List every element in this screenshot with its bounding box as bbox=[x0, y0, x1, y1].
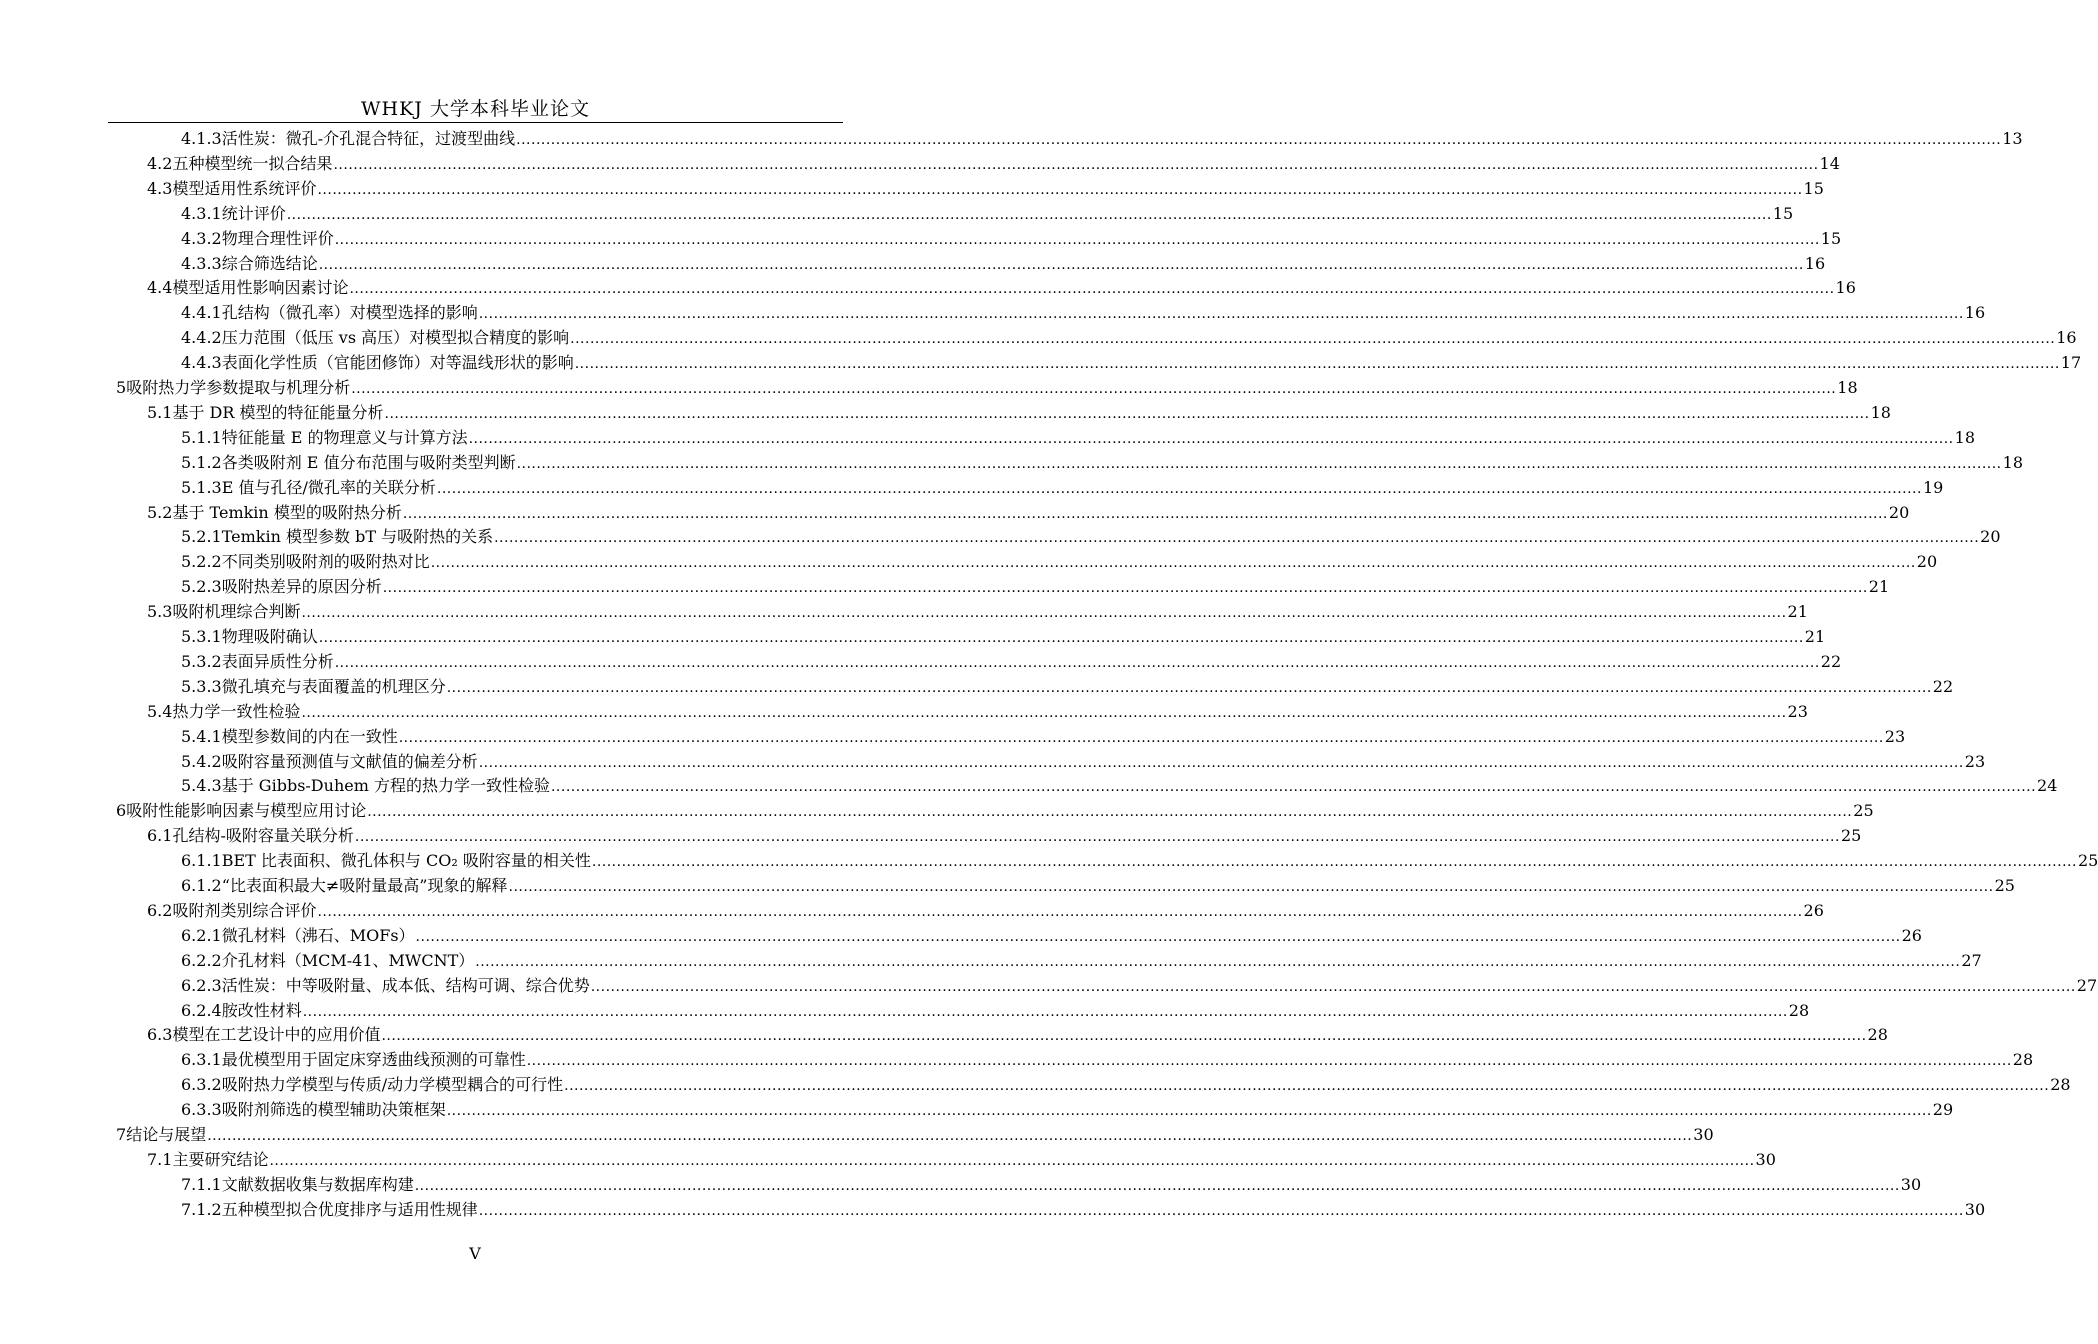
toc-leader-dots: ............................................................................................................................................................................................................................................................................................................ bbox=[367, 804, 1853, 821]
toc-leader-dots: ............................................................................................................................................................................................................................................................................................................ bbox=[446, 679, 1932, 696]
toc-entry-title: 文献数据收集与数据库构建 bbox=[221, 1174, 414, 1194]
toc-entry[interactable] bbox=[181, 475, 1944, 500]
toc-entry-number: 5.1.3 bbox=[181, 477, 222, 497]
toc-entry-page: 14 bbox=[1819, 153, 1840, 173]
toc-entry[interactable] bbox=[147, 151, 1840, 176]
toc-entry-number: 6.1 bbox=[147, 826, 173, 846]
toc-entry[interactable] bbox=[181, 848, 2098, 873]
toc-entry-page: 15 bbox=[1820, 228, 1842, 248]
toc-entry-number: 5.1.1 bbox=[181, 427, 222, 447]
toc-leader-dots: ............................................................................................................................................................................................................................................................................................................ bbox=[398, 729, 1884, 746]
toc-entry-title: 最优模型用于固定床穿透曲线预测的可靠性 bbox=[221, 1050, 526, 1070]
toc-entry-number: 7.1.2 bbox=[181, 1199, 222, 1219]
toc-leader-dots: ............................................................................................................................................................................................................................................................................................................ bbox=[550, 779, 2037, 796]
toc-entry[interactable] bbox=[147, 699, 1808, 724]
toc-entry[interactable] bbox=[181, 923, 1922, 948]
toc-leader-dots: ............................................................................................................................................................................................................................................................................................................ bbox=[317, 903, 1803, 920]
toc-entry-title: 基于 Temkin 模型的吸附热分析 bbox=[172, 502, 402, 522]
toc-entry-page: 16 bbox=[1964, 303, 1986, 323]
toc-entry[interactable] bbox=[181, 773, 2058, 798]
toc-entry-title: 五种模型拟合优度排序与适用性规律 bbox=[221, 1199, 478, 1219]
toc-entry-title: 统计评价 bbox=[221, 203, 286, 223]
toc-entry-number: 5.4.3 bbox=[181, 776, 222, 796]
toc-entry-page: 28 bbox=[2050, 1075, 2071, 1095]
toc-leader-dots: ............................................................................................................................................................................................................................................................................................................ bbox=[526, 1053, 2012, 1070]
toc-leader-dots: ............................................................................................................................................................................................................................................................................................................ bbox=[494, 530, 1980, 547]
toc-entry-title: 吸附热差异的原因分析 bbox=[221, 577, 382, 597]
toc-entry-page: 21 bbox=[1868, 577, 1890, 597]
toc-entry-number: 6.2 bbox=[147, 900, 173, 920]
toc-entry-number: 6.1.1 bbox=[181, 851, 222, 871]
toc-entry[interactable] bbox=[147, 823, 1862, 848]
toc-leader-dots: ............................................................................................................................................................................................................................................................................................................ bbox=[382, 580, 1868, 597]
toc-entry-number: 6.3 bbox=[147, 1025, 173, 1045]
toc-entry-number: 5.1.2 bbox=[181, 452, 222, 472]
toc-entry-page: 29 bbox=[1932, 1100, 1954, 1120]
toc-entry[interactable] bbox=[147, 898, 1824, 923]
toc-entry-page: 25 bbox=[1994, 876, 2015, 895]
toc-entry-title: 基于 Gibbs-Duhem 方程的热力学一致性检验 bbox=[221, 776, 550, 796]
toc-entry-page: 18 bbox=[1870, 402, 1891, 422]
toc-entry[interactable] bbox=[147, 1022, 1888, 1047]
toc-leader-dots: ............................................................................................................................................................................................................................................................................................................ bbox=[302, 1003, 1788, 1020]
toc-entry-title: 表面异质性分析 bbox=[221, 651, 334, 671]
toc-entry-page: 25 bbox=[1853, 801, 1874, 821]
toc-entry-page: 20 bbox=[1888, 502, 1910, 522]
toc-leader-dots: ............................................................................................................................................................................................................................................................................................................ bbox=[478, 1202, 1964, 1219]
header-rule bbox=[108, 122, 843, 123]
toc-entry[interactable] bbox=[181, 300, 1986, 325]
toc-entry-number: 4.4.2 bbox=[181, 328, 222, 348]
toc-entry-page: 15 bbox=[1772, 203, 1794, 223]
toc-leader-dots: ............................................................................................................................................................................................................................................................................................................ bbox=[436, 480, 1922, 497]
toc-entry-title: 吸附热力学模型与传质/动力学模型耦合的可行性 bbox=[221, 1075, 564, 1095]
toc-entry-number: 4.1.3 bbox=[181, 129, 222, 148]
toc-entry-title: 微孔材料（沸石、MOFs） bbox=[221, 925, 415, 945]
toc-entry[interactable] bbox=[147, 176, 1824, 201]
toc-leader-dots: ............................................................................................................................................................................................................................................................................................................ bbox=[318, 630, 1804, 646]
toc-entry[interactable] bbox=[181, 1097, 1954, 1122]
toc-entry-title: 五种模型统一拟合结果 bbox=[172, 153, 333, 173]
toc-entry-number: 5.2.3 bbox=[181, 577, 222, 597]
toc-entry[interactable] bbox=[181, 226, 1842, 251]
toc-leader-dots: ............................................................................................................................................................................................................................................................................................................ bbox=[574, 356, 2060, 373]
toc-entry-page: 19 bbox=[1922, 477, 1944, 497]
toc-entry[interactable] bbox=[181, 1072, 2071, 1097]
toc-entry-page: 22 bbox=[1932, 676, 1954, 696]
toc-entry[interactable] bbox=[181, 126, 2023, 151]
toc-entry-number: 5.3 bbox=[147, 602, 173, 622]
toc-entry-title: 吸附机理综合判断 bbox=[172, 602, 301, 622]
toc-entry-title: 模型适用性系统评价 bbox=[172, 178, 317, 198]
toc-entry-title: 介孔材料（MCM-41、MWCNT） bbox=[221, 950, 475, 970]
toc-entry-title: 物理吸附确认 bbox=[221, 627, 318, 646]
toc-leader-dots: ............................................................................................................................................................................................................................................................................................................ bbox=[384, 405, 1870, 422]
toc-leader-dots: ............................................................................................................................................................................................................................................................................................................ bbox=[301, 704, 1787, 721]
page-number: V bbox=[469, 1244, 481, 1263]
toc-entry[interactable] bbox=[147, 275, 1856, 300]
toc-entry[interactable] bbox=[147, 500, 1910, 525]
toc-entry-number: 5.3.2 bbox=[181, 651, 222, 671]
toc-entry-title: 吸附热力学参数提取与机理分析 bbox=[126, 378, 351, 397]
toc-entry-page: 28 bbox=[1867, 1025, 1888, 1045]
toc-entry[interactable] bbox=[181, 724, 1906, 749]
toc-entry-number: 6.2.3 bbox=[181, 975, 222, 995]
toc-entry-page: 25 bbox=[2077, 851, 2098, 871]
toc-entry-title: 活性炭：中等吸附量、成本低、结构可调、综合优势 bbox=[221, 975, 590, 995]
toc-entry-title: 热力学一致性检验 bbox=[172, 701, 301, 721]
toc-entry[interactable] bbox=[147, 599, 1808, 624]
toc-entry-title: 模型在工艺设计中的应用价值 bbox=[172, 1025, 381, 1045]
toc-entry-page: 27 bbox=[1961, 950, 1982, 970]
toc-entry-title: BET 比表面积、微孔体积与 CO₂ 吸附容量的相关性 bbox=[221, 851, 591, 871]
toc-entry-number: 5.2 bbox=[147, 502, 173, 522]
toc-entry-title: 微孔填充与表面覆盖的机理区分 bbox=[221, 676, 446, 696]
toc-entry-page: 23 bbox=[1787, 701, 1808, 721]
toc-entry-page: 30 bbox=[1755, 1149, 1776, 1169]
toc-leader-dots: ............................................................................................................................................................................................................................................................................................................ bbox=[590, 978, 2076, 995]
toc-leader-dots: ............................................................................................................................................................................................................................................................................................................ bbox=[591, 854, 2077, 871]
toc-entry-title: E 值与孔径/微孔率的关联分析 bbox=[221, 477, 436, 497]
toc-entry-number: 6.2.4 bbox=[181, 1000, 222, 1020]
toc-entry-title: “比表面积最大≠吸附量最高”现象的解释 bbox=[221, 876, 508, 895]
toc-entry-page: 16 bbox=[1804, 253, 1826, 273]
toc-entry[interactable] bbox=[116, 798, 1874, 823]
toc-entry-title: 孔结构-吸附容量关联分析 bbox=[172, 826, 354, 846]
toc-entry-page: 28 bbox=[2012, 1050, 2034, 1070]
toc-entry[interactable] bbox=[181, 201, 1794, 226]
toc-leader-dots: ............................................................................................................................................................................................................................................................................................................ bbox=[478, 306, 1964, 323]
toc-entry-title: 不同类别吸附剂的吸附热对比 bbox=[221, 552, 430, 572]
toc-leader-dots: ............................................................................................................................................................................................................................................................................................................ bbox=[269, 1152, 1755, 1169]
toc-leader-dots: ............................................................................................................................................................................................................................................................................................................ bbox=[430, 555, 1916, 572]
toc-entry-page: 26 bbox=[1901, 925, 1922, 945]
toc-entry-number: 6.1.2 bbox=[181, 876, 222, 895]
toc-leader-dots: ............................................................................................................................................................................................................................................................................................................ bbox=[478, 754, 1964, 771]
toc-leader-dots: ............................................................................................................................................................................................................................................................................................................ bbox=[317, 181, 1803, 198]
toc-entry-title: 物理合理性评价 bbox=[221, 228, 334, 248]
toc-entry-number: 6.2.1 bbox=[181, 925, 222, 945]
toc-entry-page: 30 bbox=[1900, 1174, 1922, 1194]
toc-entry[interactable] bbox=[181, 251, 1826, 276]
toc-entry[interactable] bbox=[181, 1047, 2034, 1072]
toc-leader-dots: ............................................................................................................................................................................................................................................................................................................ bbox=[351, 381, 1837, 397]
toc-leader-dots: ............................................................................................................................................................................................................................................................................................................ bbox=[334, 231, 1820, 248]
toc-entry-number: 4.4.1 bbox=[181, 303, 222, 323]
toc-entry-number: 4.3.2 bbox=[181, 228, 222, 248]
toc-entry[interactable] bbox=[181, 1197, 1986, 1222]
toc-leader-dots: ............................................................................................................................................................................................................................................................................................................ bbox=[468, 430, 1954, 447]
toc-entry[interactable] bbox=[181, 674, 1954, 699]
toc-leader-dots: ............................................................................................................................................................................................................................................................................................................ bbox=[354, 829, 1840, 846]
toc-entry-title: 模型适用性影响因素讨论 bbox=[172, 278, 349, 298]
toc-entry-page: 24 bbox=[2037, 776, 2058, 796]
toc-entry[interactable] bbox=[181, 549, 1938, 574]
toc-entry-title: 吸附性能影响因素与模型应用讨论 bbox=[126, 801, 367, 821]
page-header-title: WHKJ 大学本科毕业论文 bbox=[361, 98, 590, 120]
toc-entry-page: 23 bbox=[1964, 751, 1986, 771]
toc-entry-number: 6.3.1 bbox=[181, 1050, 222, 1070]
toc-entry-page: 20 bbox=[1916, 552, 1938, 572]
toc-entry-title: 各类吸附剂 E 值分布范围与吸附类型判断 bbox=[221, 452, 516, 472]
toc-entry-number: 7 bbox=[116, 1125, 127, 1144]
toc-entry-page: 27 bbox=[2076, 975, 2098, 995]
toc-entry-title: 基于 DR 模型的特征能量分析 bbox=[172, 402, 384, 422]
toc-entry-title: 综合筛选结论 bbox=[221, 253, 318, 273]
toc-entry-page: 21 bbox=[1804, 627, 1826, 646]
toc-entry-page: 18 bbox=[1837, 378, 1858, 397]
toc-entry-number: 4.3.3 bbox=[181, 253, 222, 273]
toc-entry[interactable] bbox=[181, 574, 1890, 599]
toc-leader-dots: ............................................................................................................................................................................................................................................................................................................ bbox=[318, 256, 1804, 273]
toc-entry-title: 吸附剂筛选的模型辅助决策框架 bbox=[221, 1100, 446, 1120]
toc-entry[interactable] bbox=[181, 873, 2015, 898]
toc-entry-page: 28 bbox=[1788, 1000, 1810, 1020]
toc-leader-dots: ............................................................................................................................................................................................................................................................................................................ bbox=[301, 605, 1787, 622]
toc-leader-dots: ............................................................................................................................................................................................................................................................................................................ bbox=[333, 156, 1819, 173]
toc-entry-title: 模型参数间的内在一致性 bbox=[221, 726, 398, 746]
toc-entry-number: 6 bbox=[116, 801, 127, 821]
toc-leader-dots: ............................................................................................................................................................................................................................................................................................................ bbox=[415, 928, 1901, 945]
toc-entry-number: 4.3 bbox=[147, 178, 173, 198]
toc-entry[interactable] bbox=[181, 649, 1842, 674]
toc-leader-dots: ............................................................................................................................................................................................................................................................................................................ bbox=[475, 953, 1961, 970]
toc-entry[interactable] bbox=[181, 350, 2082, 375]
toc-entry-number: 4.4 bbox=[147, 278, 173, 298]
toc-entry-page: 17 bbox=[2060, 353, 2082, 373]
toc-entry-number: 5.1 bbox=[147, 402, 173, 422]
toc-leader-dots: ............................................................................................................................................................................................................................................................................................................ bbox=[349, 281, 1835, 298]
toc-entry-page: 15 bbox=[1803, 178, 1824, 198]
toc-entry[interactable] bbox=[181, 749, 1986, 774]
toc-entry-number: 4.2 bbox=[147, 153, 173, 173]
toc-entry[interactable] bbox=[181, 524, 2001, 549]
toc-entry-page: 20 bbox=[1980, 527, 2001, 547]
toc-leader-dots: ............................................................................................................................................................................................................................................................................................................ bbox=[570, 331, 2056, 348]
toc-entry[interactable] bbox=[181, 948, 1982, 973]
toc-leader-dots: ............................................................................................................................................................................................................................................................................................................ bbox=[516, 132, 2002, 148]
toc-entry[interactable] bbox=[116, 375, 1858, 400]
toc-entry-number: 5.3.1 bbox=[181, 627, 222, 646]
toc-entry-title: 孔结构（微孔率）对模型选择的影响 bbox=[221, 303, 478, 323]
toc-entry-page: 22 bbox=[1820, 651, 1842, 671]
toc-leader-dots: ............................................................................................................................................................................................................................................................................................................ bbox=[508, 879, 1994, 895]
toc-entry-title: 压力范围（低压 vs 高压）对模型拟合精度的影响 bbox=[221, 328, 570, 348]
toc-entry-number: 5.2.1 bbox=[181, 527, 222, 547]
toc-entry-page: 26 bbox=[1803, 900, 1824, 920]
toc-entry-title: 吸附容量预测值与文献值的偏差分析 bbox=[221, 751, 478, 771]
toc-entry-title: 主要研究结论 bbox=[172, 1149, 269, 1169]
toc-entry-page: 18 bbox=[1954, 427, 1975, 447]
toc-entry-title: 吸附剂类别综合评价 bbox=[172, 900, 317, 920]
toc-entry-page: 23 bbox=[1884, 726, 1906, 746]
toc-entry-page: 16 bbox=[1835, 278, 1856, 298]
toc-entry-number: 5.4.2 bbox=[181, 751, 222, 771]
toc-entry-title: 表面化学性质（官能团修饰）对等温线形状的影响 bbox=[221, 353, 574, 373]
toc-leader-dots: ............................................................................................................................................................................................................................................................................................................ bbox=[516, 455, 2002, 472]
toc-entry[interactable] bbox=[181, 450, 2023, 475]
toc-leader-dots: ............................................................................................................................................................................................................................................................................................................ bbox=[207, 1128, 1693, 1144]
toc-entry-number: 5.4.1 bbox=[181, 726, 222, 746]
toc-entry-number: 4.3.1 bbox=[181, 203, 222, 223]
toc-entry-page: 30 bbox=[1964, 1199, 1986, 1219]
toc-entry-title: Temkin 模型参数 bT 与吸附热的关系 bbox=[221, 527, 494, 547]
toc-entry-number: 7.1 bbox=[147, 1149, 173, 1169]
toc-entry-number: 5.4 bbox=[147, 701, 173, 721]
toc-leader-dots: ............................................................................................................................................................................................................................................................................................................ bbox=[414, 1177, 1900, 1194]
toc-entry-number: 5.3.3 bbox=[181, 676, 222, 696]
toc-entry[interactable] bbox=[181, 624, 1826, 649]
toc-entry-title: 活性炭：微孔-介孔混合特征，过渡型曲线 bbox=[221, 129, 516, 148]
toc-entry-page: 13 bbox=[2002, 129, 2023, 148]
toc-entry[interactable] bbox=[181, 325, 2077, 350]
toc-entry-page: 21 bbox=[1787, 602, 1808, 622]
toc-entry-number: 6.3.3 bbox=[181, 1100, 222, 1120]
toc-entry-number: 4.4.3 bbox=[181, 353, 222, 373]
toc-leader-dots: ............................................................................................................................................................................................................................................................................................................ bbox=[564, 1078, 2050, 1095]
toc-entry-page: 16 bbox=[2056, 328, 2077, 348]
toc-entry[interactable] bbox=[181, 998, 1810, 1023]
toc-entry[interactable] bbox=[181, 1172, 1922, 1197]
toc-leader-dots: ............................................................................................................................................................................................................................................................................................................ bbox=[334, 654, 1820, 671]
toc-entry-page: 25 bbox=[1840, 826, 1862, 846]
toc-entry-title: 结论与展望 bbox=[126, 1125, 207, 1144]
toc-leader-dots: ............................................................................................................................................................................................................................................................................................................ bbox=[286, 206, 1772, 223]
toc-entry-page: 18 bbox=[2002, 452, 2023, 472]
toc-entry-number: 5.2.2 bbox=[181, 552, 222, 572]
toc-entry[interactable] bbox=[147, 1147, 1776, 1172]
toc-entry[interactable] bbox=[181, 425, 1975, 450]
toc-entry[interactable] bbox=[116, 1122, 1714, 1147]
toc-leader-dots: ............................................................................................................................................................................................................................................................................................................ bbox=[446, 1103, 1932, 1120]
toc-entry-number: 5 bbox=[116, 378, 127, 397]
toc-entry-number: 7.1.1 bbox=[181, 1174, 222, 1194]
toc-entry-page: 30 bbox=[1693, 1125, 1714, 1144]
toc-leader-dots: ............................................................................................................................................................................................................................................................................................................ bbox=[381, 1028, 1867, 1045]
toc-entry-title: 胺改性材料 bbox=[221, 1000, 302, 1020]
toc-entry-number: 6.3.2 bbox=[181, 1075, 222, 1095]
toc-entry[interactable] bbox=[147, 400, 1891, 425]
toc-entry-number: 6.2.2 bbox=[181, 950, 222, 970]
toc-entry-title: 特征能量 E 的物理意义与计算方法 bbox=[221, 427, 468, 447]
toc-leader-dots: ............................................................................................................................................................................................................................................................................................................ bbox=[402, 505, 1888, 522]
toc-entry[interactable] bbox=[181, 973, 2098, 998]
